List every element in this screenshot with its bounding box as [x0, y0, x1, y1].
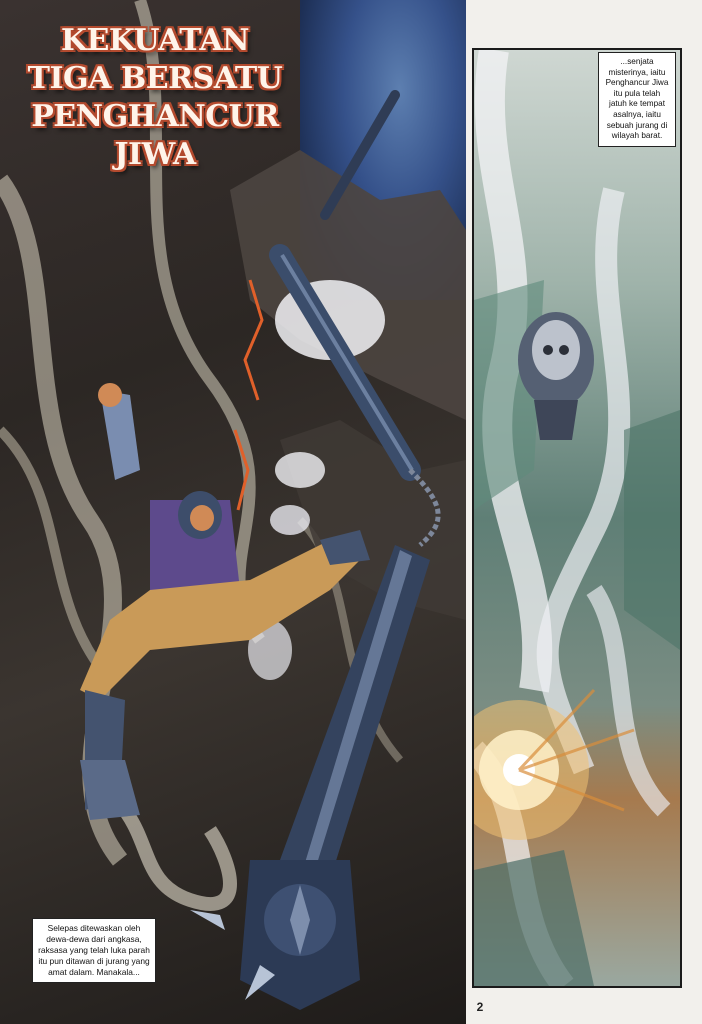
title-line-3: PENGHANCUR	[31, 99, 279, 134]
title-line-2: TIGA BERSATU	[27, 61, 283, 96]
story-title	[20, 22, 290, 174]
caption-box-left: Selepas ditewaskan oleh dewa-dewa dari angkasa, raksasa yang telah luka parah itu pun ditawan di jurang yang amat dalam. Manakala...	[32, 918, 156, 983]
title-line-4: JIWA	[114, 137, 196, 172]
weapon-falling-illustration	[474, 50, 680, 986]
caption-box-right: ...senjata misterinya, iaitu Penghancur Jiwa itu pula telah jatuh ke tempat asalnya, iaitu sebuah jurang di wilayah barat.	[598, 52, 676, 147]
page-number: 2	[476, 1000, 484, 1014]
title-line-1: KEKUATAN	[60, 23, 250, 58]
right-panel-weapon-illustration	[472, 48, 682, 988]
